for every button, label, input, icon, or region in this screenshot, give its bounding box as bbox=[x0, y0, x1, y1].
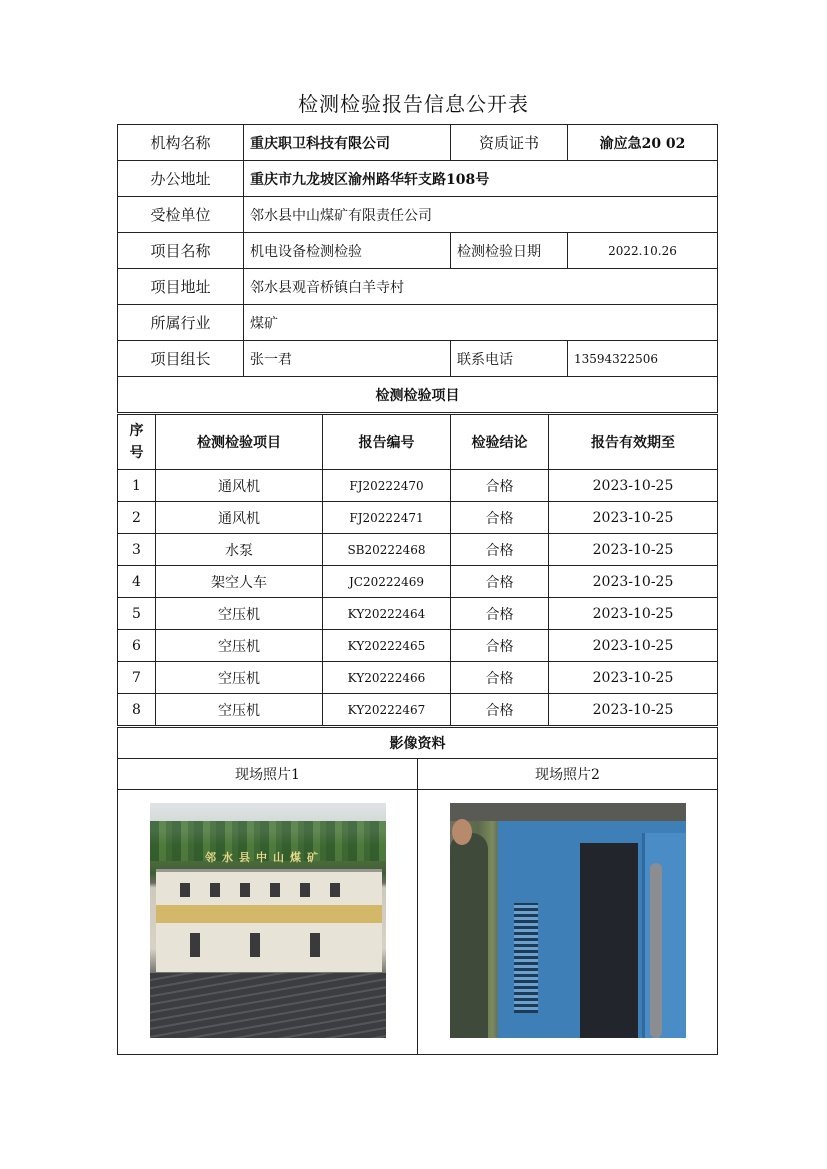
leader-label: 项目组长 bbox=[118, 341, 244, 377]
leader-value: 张一君 bbox=[244, 341, 451, 377]
items-section-title: 检测检验项目 bbox=[118, 377, 718, 413]
row-valid: 2023-10-25 bbox=[549, 630, 718, 662]
row-no: 5 bbox=[118, 598, 156, 630]
row-no: 4 bbox=[118, 566, 156, 598]
table-row bbox=[118, 662, 718, 694]
row-item: 通风机 bbox=[156, 502, 323, 534]
header-report: 报告编号 bbox=[323, 415, 451, 470]
row-item: 空压机 bbox=[156, 598, 323, 630]
client-label: 受检单位 bbox=[118, 197, 244, 233]
row-report: KY20222466 bbox=[323, 662, 451, 694]
photo-window bbox=[240, 883, 250, 897]
table-row bbox=[118, 502, 718, 534]
row-report: JC20222469 bbox=[323, 566, 451, 598]
row-report: KY20222465 bbox=[323, 630, 451, 662]
photo-window bbox=[300, 883, 310, 897]
table-row bbox=[118, 566, 718, 598]
row-result: 合格 bbox=[451, 598, 549, 630]
row-valid: 2023-10-25 bbox=[549, 502, 718, 534]
photo-ground bbox=[150, 973, 386, 1038]
photo-door bbox=[250, 933, 260, 957]
photo-compressor-pipe bbox=[650, 863, 662, 1038]
org-value: 重庆职卫科技有限公司 bbox=[244, 125, 451, 161]
row-item: 水泵 bbox=[156, 534, 323, 566]
photo-door bbox=[190, 933, 200, 957]
row-result: 合格 bbox=[451, 694, 549, 726]
industry-value: 煤矿 bbox=[244, 305, 718, 341]
site-photo-1 bbox=[150, 803, 386, 1038]
project-label: 项目名称 bbox=[118, 233, 244, 269]
row-valid: 2023-10-25 bbox=[549, 662, 718, 694]
row-no: 6 bbox=[118, 630, 156, 662]
row-no: 8 bbox=[118, 694, 156, 726]
row-valid: 2023-10-25 bbox=[549, 694, 718, 726]
row-item: 空压机 bbox=[156, 662, 323, 694]
row-no: 7 bbox=[118, 662, 156, 694]
photo-compressor-door bbox=[642, 833, 686, 1038]
project-value: 机电设备检测检验 bbox=[244, 233, 451, 269]
photo-worker bbox=[450, 833, 488, 1038]
header-valid: 报告有效期至 bbox=[549, 415, 718, 470]
photo-building-stripe bbox=[156, 905, 382, 923]
row-no: 1 bbox=[118, 470, 156, 502]
cert-value: 渝应急20 02 bbox=[568, 125, 718, 161]
table-row bbox=[118, 694, 718, 726]
date-value: 2022.10.26 bbox=[568, 233, 718, 269]
row-valid: 2023-10-25 bbox=[549, 534, 718, 566]
row-result: 合格 bbox=[451, 630, 549, 662]
row-report: KY20222467 bbox=[323, 694, 451, 726]
row-no: 2 bbox=[118, 502, 156, 534]
photo-window bbox=[180, 883, 190, 897]
row-valid: 2023-10-25 bbox=[549, 566, 718, 598]
phone-label: 联系电话 bbox=[451, 341, 568, 377]
cert-label: 资质证书 bbox=[451, 125, 568, 161]
photo-window bbox=[270, 883, 280, 897]
photo-door bbox=[310, 933, 320, 957]
row-result: 合格 bbox=[451, 566, 549, 598]
table-row bbox=[118, 470, 718, 502]
page-title: 检测检验报告信息公开表 bbox=[298, 92, 529, 116]
row-no: 3 bbox=[118, 534, 156, 566]
table-row bbox=[118, 534, 718, 566]
address-value: 重庆市九龙坡区渝州路华轩支路108号 bbox=[244, 161, 718, 197]
photo1-label: 现场照片1 bbox=[118, 759, 418, 790]
row-item: 空压机 bbox=[156, 630, 323, 662]
table-row bbox=[118, 598, 718, 630]
photo-compressor-inside bbox=[580, 843, 638, 1038]
header-no: 序 号 bbox=[118, 415, 156, 470]
row-result: 合格 bbox=[451, 502, 549, 534]
images-table bbox=[117, 727, 718, 1055]
photo-worker-head bbox=[452, 819, 472, 845]
row-item: 空压机 bbox=[156, 694, 323, 726]
row-report: SB20222468 bbox=[323, 534, 451, 566]
info-table bbox=[117, 124, 718, 413]
row-valid: 2023-10-25 bbox=[549, 598, 718, 630]
industry-label: 所属行业 bbox=[118, 305, 244, 341]
photo2-cell bbox=[418, 790, 718, 1055]
org-label: 机构名称 bbox=[118, 125, 244, 161]
header-result: 检验结论 bbox=[451, 415, 549, 470]
photo1-cell bbox=[118, 790, 418, 1055]
row-report: KY20222464 bbox=[323, 598, 451, 630]
header-item: 检测检验项目 bbox=[156, 415, 323, 470]
photo-window bbox=[210, 883, 220, 897]
items-header-row bbox=[118, 415, 718, 470]
photo2-label: 现场照片2 bbox=[418, 759, 718, 790]
table-row bbox=[118, 630, 718, 662]
phone-value: 13594322506 bbox=[568, 341, 718, 377]
date-label: 检测检验日期 bbox=[451, 233, 568, 269]
row-report: FJ20222470 bbox=[323, 470, 451, 502]
row-result: 合格 bbox=[451, 662, 549, 694]
client-value: 邻水县中山煤矿有限责任公司 bbox=[244, 197, 718, 233]
images-section-title: 影像资料 bbox=[118, 728, 718, 759]
photo-window bbox=[330, 883, 340, 897]
photo-compressor-grille bbox=[514, 903, 538, 1013]
row-valid: 2023-10-25 bbox=[549, 470, 718, 502]
items-table bbox=[117, 414, 718, 726]
row-item: 通风机 bbox=[156, 470, 323, 502]
row-item: 架空人车 bbox=[156, 566, 323, 598]
site-photo-2 bbox=[450, 803, 686, 1038]
row-report: FJ20222471 bbox=[323, 502, 451, 534]
photo-roof bbox=[450, 803, 686, 821]
photo-sign: 邻水县中山煤矿 bbox=[205, 850, 324, 864]
site-label: 项目地址 bbox=[118, 269, 244, 305]
address-label: 办公地址 bbox=[118, 161, 244, 197]
site-value: 邻水县观音桥镇白羊寺村 bbox=[244, 269, 718, 305]
row-result: 合格 bbox=[451, 470, 549, 502]
row-result: 合格 bbox=[451, 534, 549, 566]
